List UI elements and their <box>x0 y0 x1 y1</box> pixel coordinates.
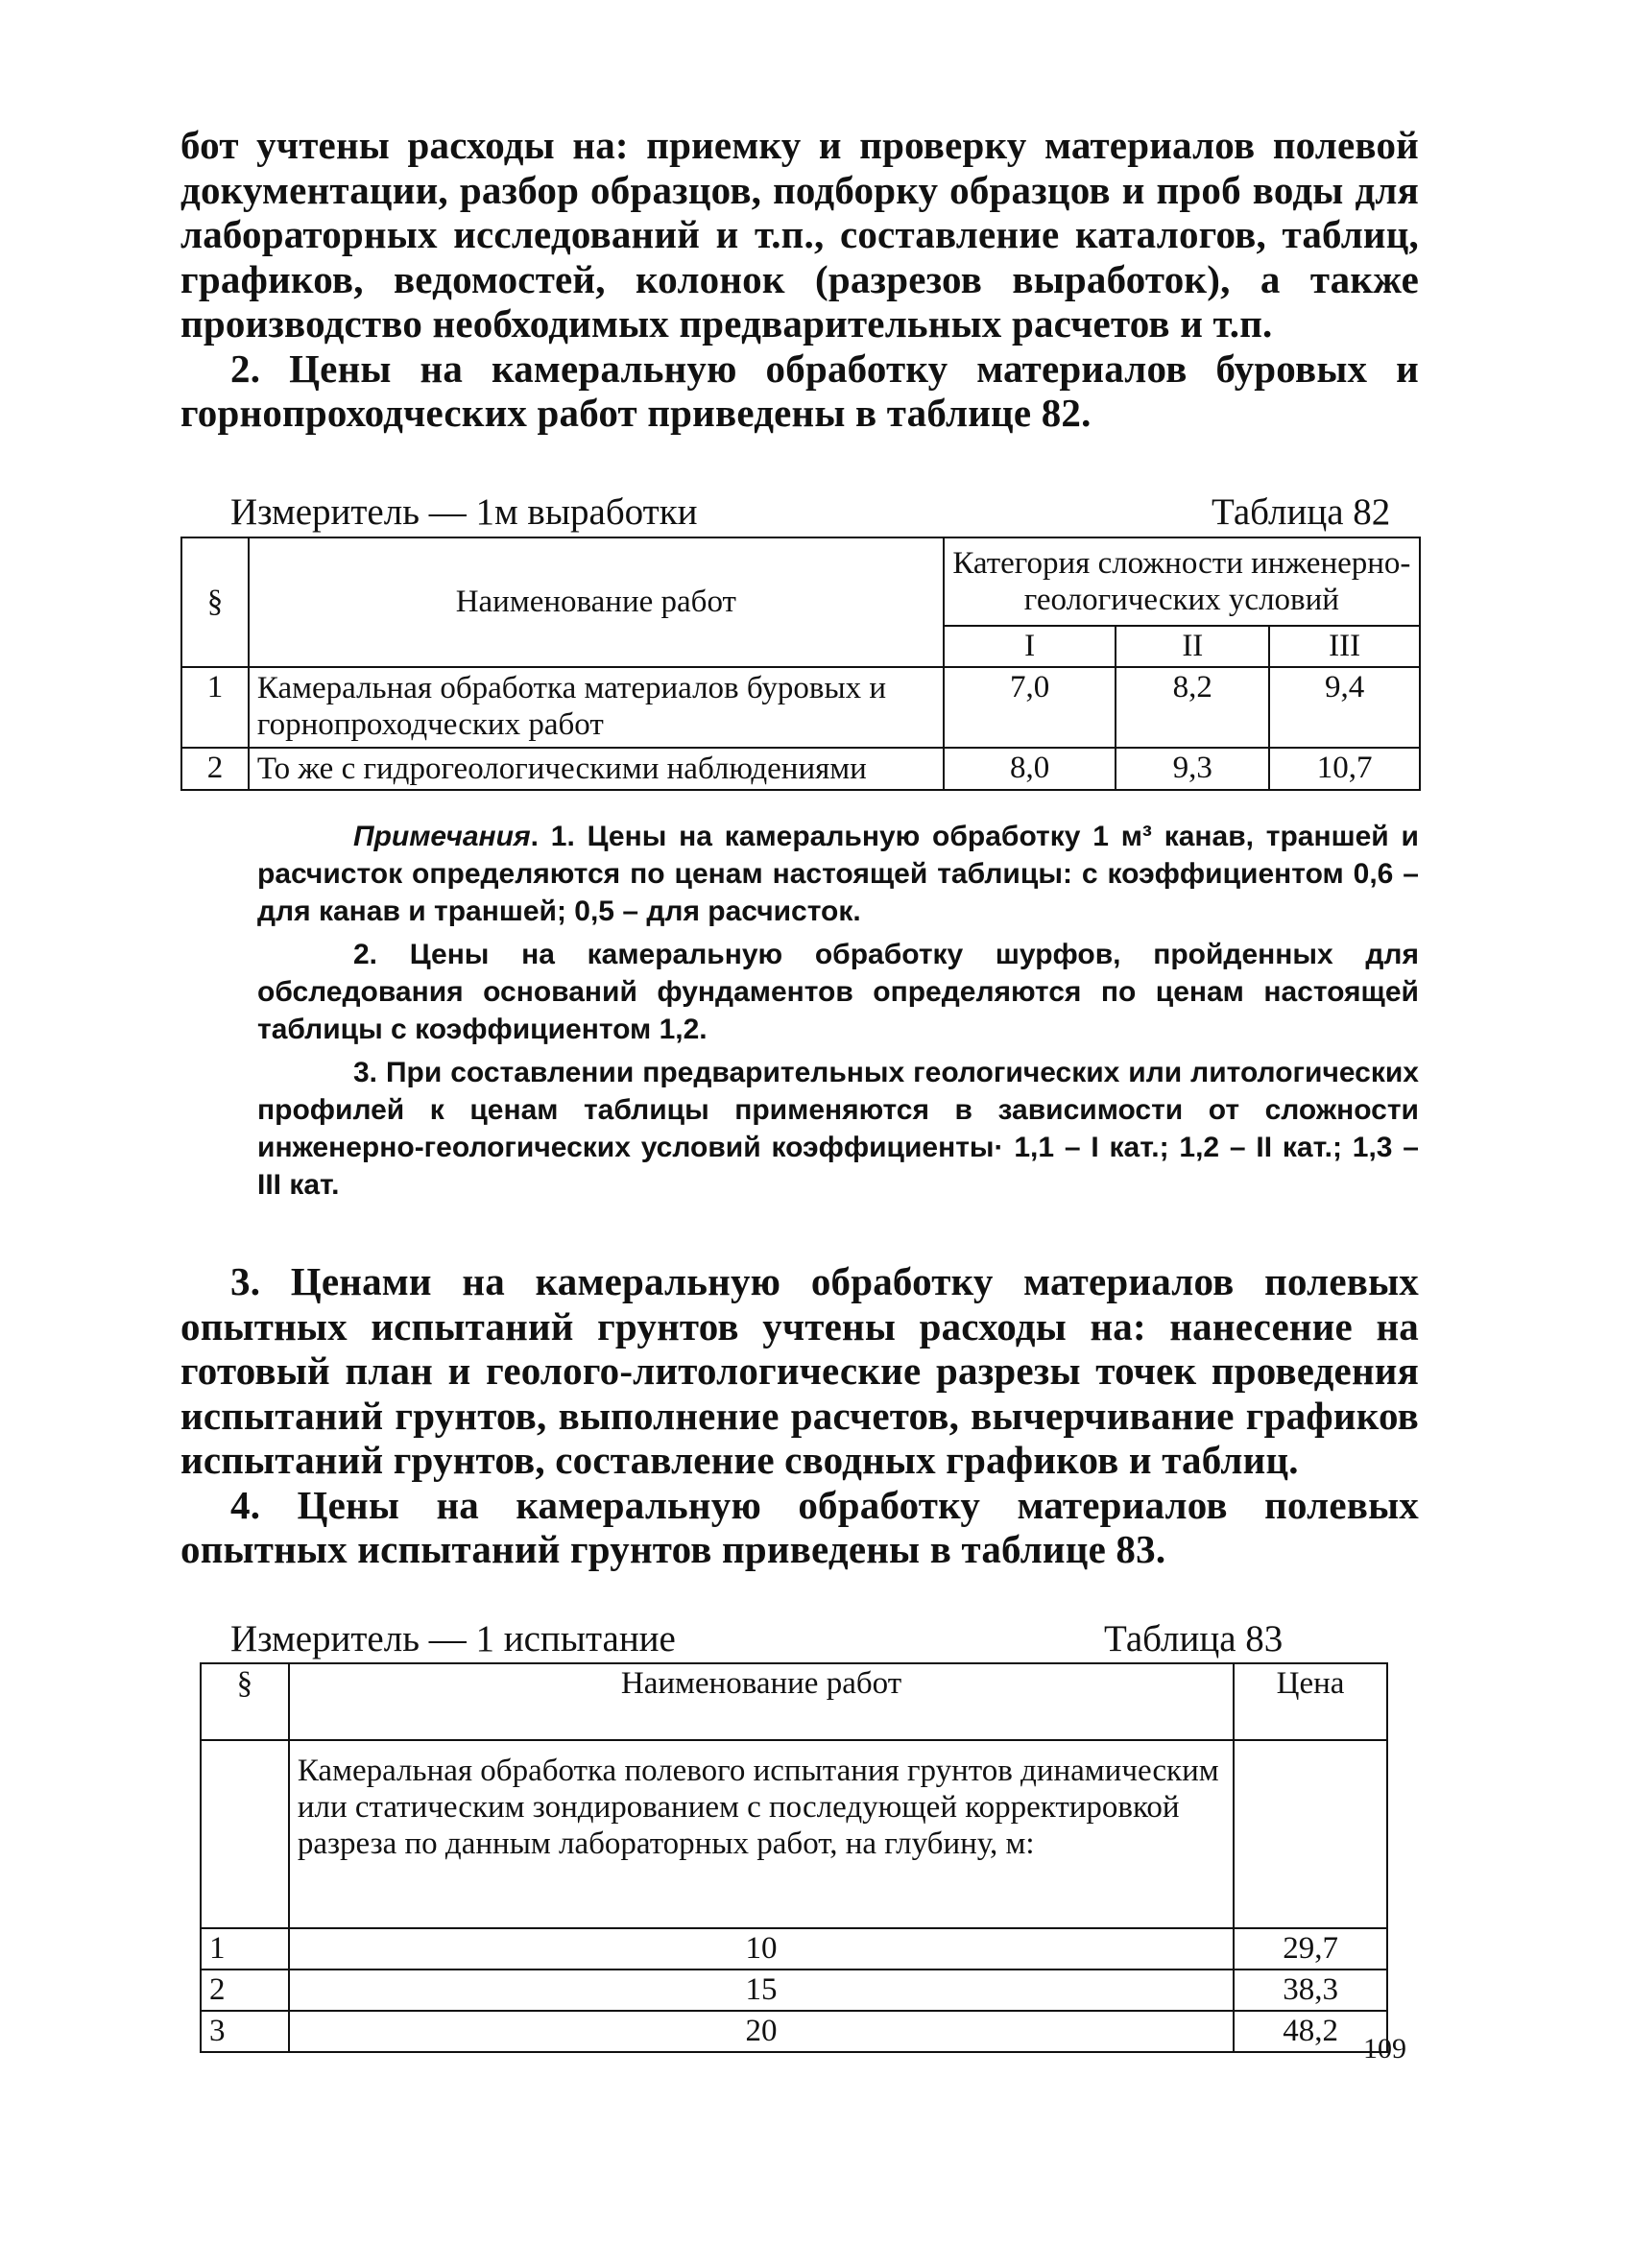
table-row <box>181 537 1420 626</box>
header-name: Наименование работ <box>249 537 944 667</box>
table-row <box>201 2011 1387 2052</box>
header-num: § <box>201 1663 289 1740</box>
cell-depth: 20 <box>289 2011 1234 2052</box>
cell-price: 38,3 <box>1234 1970 1387 2011</box>
cell-name: Камеральная обработка материалов буровых и горнопроходческих работ <box>249 667 944 748</box>
paragraph-3: 3. Ценами на камеральную обработку материалов полевых опытных испытаний грунтов учтены расходы на: нанесение на готовый план и геолого-литологические разрезы точек проведения испытаний грунтов, выполнение расчетов, вычерчивание графиков испытаний грунтов, составление сводных графиков и таблиц. <box>180 1259 1419 1482</box>
table82-label: Таблица 82 <box>1212 491 1391 533</box>
cell-value: 10,7 <box>1269 748 1420 790</box>
cell-num: 2 <box>181 748 249 790</box>
page-number: 109 <box>1363 2033 1406 2065</box>
cell-group-name: Камеральная обработка полевого испытания грунтов динамическим или статическим зондированием с последующей корректировкой разреза по данным лабораторных работ, на глубину, м: <box>289 1740 1234 1928</box>
cell-depth: 10 <box>289 1928 1234 1970</box>
paragraph-4: 4. Цены на камеральную обработку материалов полевых опытных испытаний грунтов приведены в таблице 83. <box>180 1482 1419 1571</box>
cell-num: 3 <box>201 2011 289 2052</box>
cell-num: 1 <box>201 1928 289 1970</box>
cell-depth: 15 <box>289 1970 1234 2011</box>
table-83 <box>200 1662 1388 2053</box>
cell-name: То же с гидрогеологическими наблюдениями <box>249 748 944 790</box>
table-row <box>201 1928 1387 1970</box>
table83-label: Таблица 83 <box>1104 1618 1284 1659</box>
header-name: Наименование работ <box>289 1663 1234 1740</box>
table-82 <box>180 537 1421 791</box>
header-price: Цена <box>1234 1663 1387 1740</box>
table-row <box>201 1663 1387 1740</box>
header-cat-iii: III <box>1269 626 1420 667</box>
table82-unit: Измеритель — 1м выработки <box>230 491 698 533</box>
cell-value: 9,4 <box>1269 667 1420 748</box>
header-category: Категория сложности инженерно-геологических условий <box>944 537 1420 626</box>
note-3: 3. При составлении предварительных геологических или литологических профилей к ценам таблицы применяются в зависимости от сложности инженерно-геологических условий коэффициенты· 1,1 – I кат.; 1,2 – II кат.; 1,3 – III кат. <box>257 1057 1419 1201</box>
cell-num: 1 <box>181 667 249 748</box>
paragraph-intro: бот учтены расходы на: приемку и проверку материалов полевой документации, разбор образцов, подборку образцов и проб воды для лабораторных исследований и т.п., составление каталогов, таблиц, графиков, ведомостей, колонок (разрезов выработок), а также производство необходимых предварительных расчетов и т.п. 2. Цены на камеральную обработку материалов буровых и горнопроходческих работ приведены в таблице 82. <box>180 123 1419 435</box>
table-row <box>201 1970 1387 2011</box>
note-2: 2. Цены на камеральную обработку шурфов, пройденных для обследования оснований фундаментов определяются по ценам настоящей таблицы с коэффициентом 1,2. <box>257 939 1419 1045</box>
note-1: Примечания. 1. Цены на камеральную обработку 1 м³ канав, траншей и расчисток определяются по ценам настоящей таблицы: с коэффициентом 0,6 – для канав и траншей; 0,5 – для расчисток. <box>257 821 1419 927</box>
notes-block <box>257 818 1419 1209</box>
cell-num: 2 <box>201 1970 289 2011</box>
cell-value: 8,2 <box>1116 667 1269 748</box>
header-cat-i: I <box>944 626 1116 667</box>
notes-lead: Примечания <box>353 821 531 852</box>
paragraph-2: 2. Цены на камеральную обработку материалов буровых и горнопроходческих работ приведены в таблице 82. <box>180 346 1419 435</box>
table83-unit: Измеритель — 1 испытание <box>230 1618 676 1659</box>
table-row <box>181 748 1420 790</box>
cell-value: 8,0 <box>944 748 1116 790</box>
header-num: § <box>181 537 249 667</box>
table-row <box>201 1740 1387 1928</box>
cell-value: 7,0 <box>944 667 1116 748</box>
cell-price: 29,7 <box>1234 1928 1387 1970</box>
header-cat-ii: II <box>1116 626 1269 667</box>
cell-value: 9,3 <box>1116 748 1269 790</box>
table-row <box>181 667 1420 748</box>
paragraph-3-block <box>180 1259 1419 1572</box>
cell-price: 48,2 <box>1234 2011 1387 2052</box>
